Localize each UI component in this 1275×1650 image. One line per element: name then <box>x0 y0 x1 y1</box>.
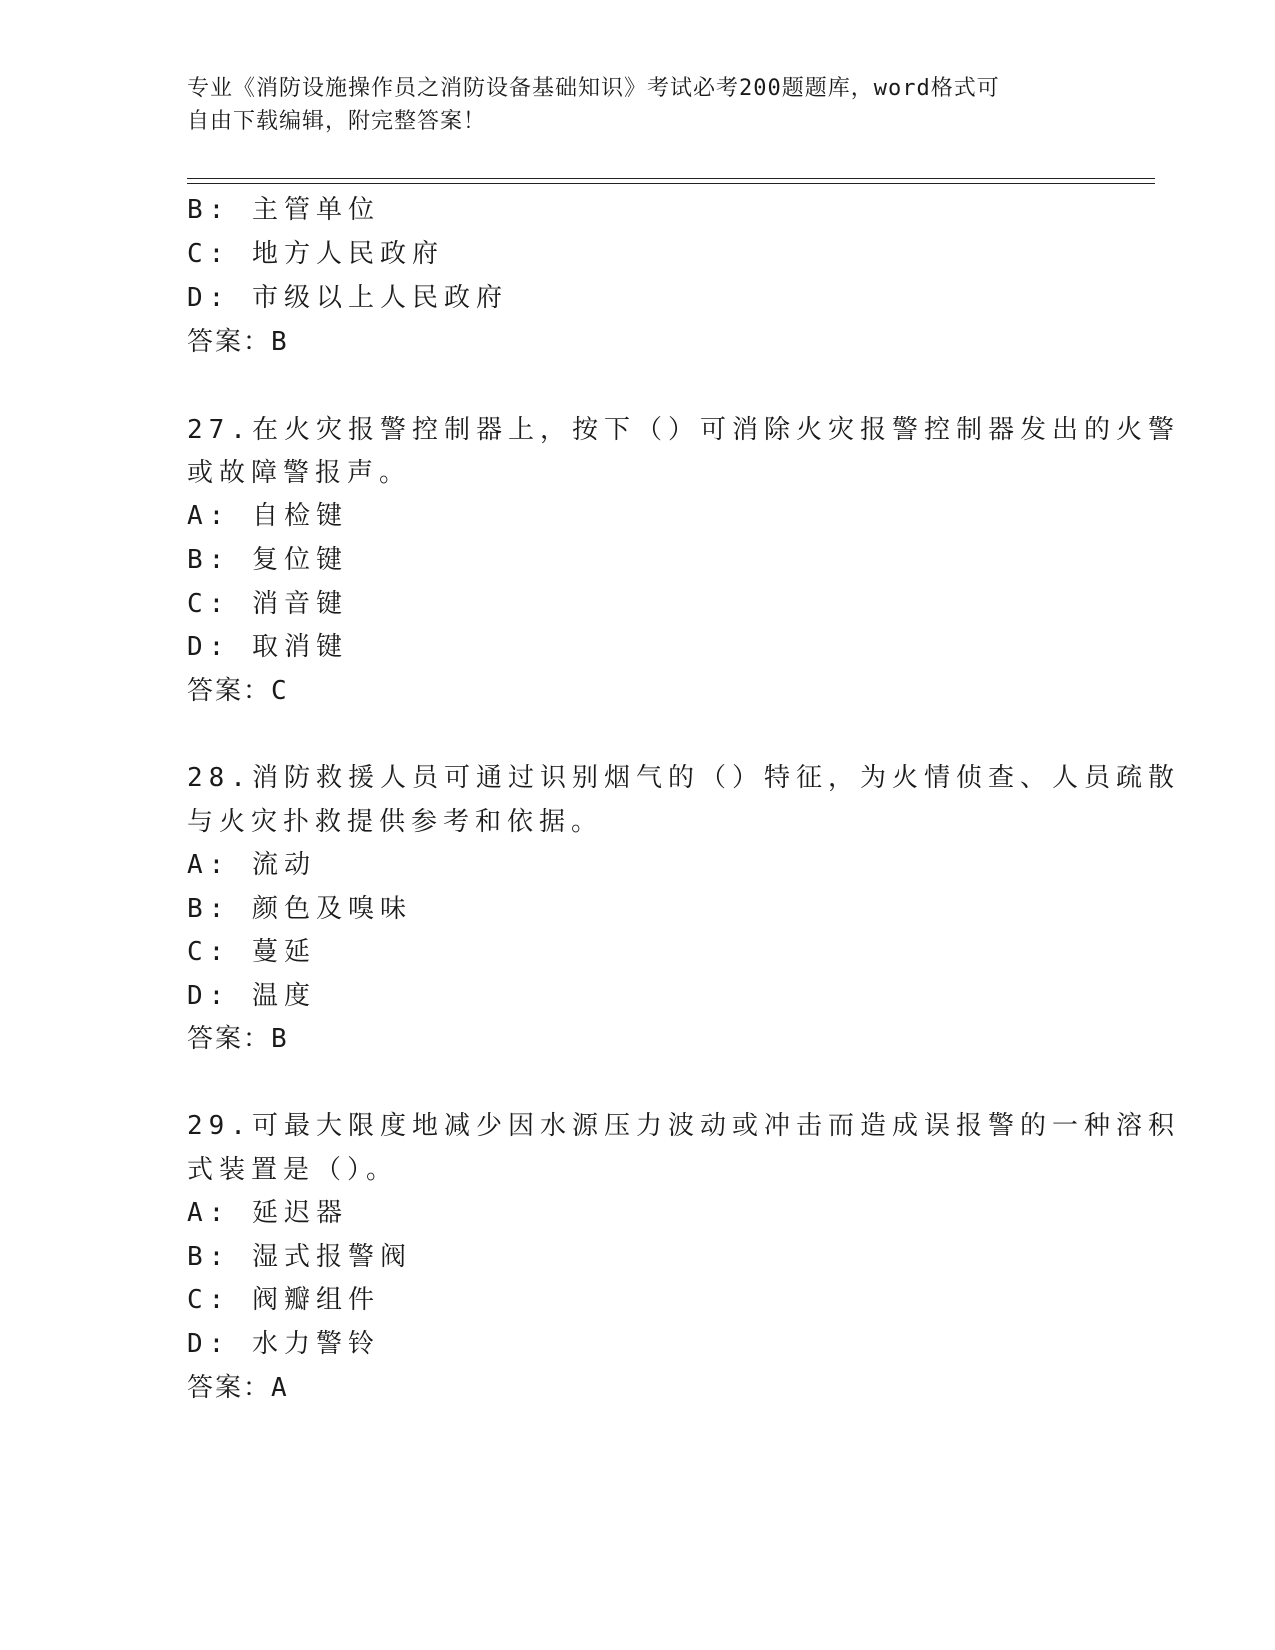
option-a: A: 延迟器 <box>187 1198 348 1228</box>
option-b: B: 湿式报警阀 <box>187 1242 412 1272</box>
question-27-stem-line-1: 27.在火灾报警控制器上，按下（）可消除火灾报警控制器发出的火警 <box>187 415 1180 445</box>
question-29-stem-line-1: 29.可最大限度地减少因水源压力波动或冲击而造成误报警的一种溶积 <box>187 1111 1180 1141</box>
answer-line: 答案：B <box>187 327 289 357</box>
option-d: D: 市级以上人民政府 <box>187 283 508 313</box>
answer-line: 答案：C <box>187 676 289 706</box>
document-header <box>187 72 1067 138</box>
option-a: A: 流动 <box>187 850 316 880</box>
option-d: D: 取消键 <box>187 632 348 662</box>
answer-line: 答案：A <box>187 1373 289 1403</box>
option-b: B: 主管单位 <box>187 195 380 225</box>
option-c: C: 地方人民政府 <box>187 239 444 269</box>
header-divider-top <box>187 178 1155 179</box>
option-b: B: 颜色及嗅味 <box>187 894 412 924</box>
question-28-stem-line-1: 28.消防救援人员可通过识别烟气的（）特征，为火情侦查、人员疏散 <box>187 763 1180 793</box>
option-b: B: 复位键 <box>187 545 348 575</box>
question-28-stem-line-2: 与火灾扑救提供参考和依据。 <box>187 807 604 837</box>
answer-line: 答案：B <box>187 1024 289 1054</box>
header-line-1: 专业《消防设施操作员之消防设备基础知识》考试必考200题题库，word格式可 <box>187 76 1000 101</box>
option-d: D: 水力警铃 <box>187 1329 380 1359</box>
option-d: D: 温度 <box>187 981 316 1011</box>
option-c: C: 消音键 <box>187 589 348 619</box>
option-c: C: 阀瓣组件 <box>187 1285 380 1315</box>
option-c: C: 蔓延 <box>187 937 316 967</box>
question-27-stem-line-2: 或故障警报声。 <box>187 458 412 488</box>
option-a: A: 自检键 <box>187 501 348 531</box>
header-line-2: 自由下载编辑，附完整答案！ <box>187 109 487 134</box>
header-divider-bottom <box>187 183 1155 184</box>
question-29-stem-line-2: 式装置是（）。 <box>187 1155 399 1185</box>
